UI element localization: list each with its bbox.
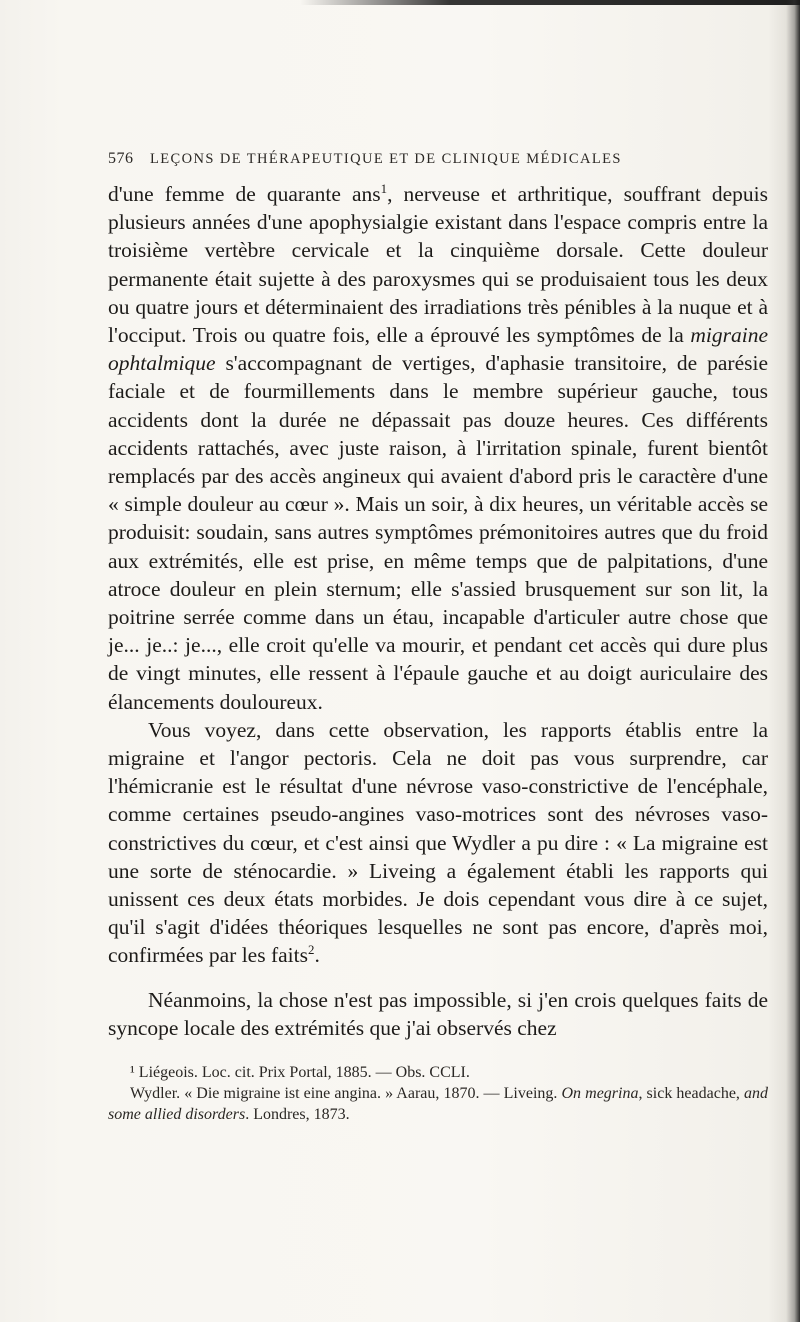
paragraph-2-part-a: Vous voyez, dans cette observation, les rapports établis entre la migraine et l'angor pectoris. Cela ne doit pas vous surprendre, car l'hémicranie est le résultat d'une névrose vaso-constrictive de l'encéphale, comme certaines pseudo-angines vaso-motrices sont des névroses vaso-constrictives du cœur, et c'est ainsi que Wydler a pu dire : « La migraine est une sorte de sténocardie. » Liveing a également établi les rapports qui unissent ces deux états morbides. Je dois cependant vous dire à ce sujet, qu'il s'agit d'idées théoriques lesquelles ne sont pas encore, d'après moi, confirmées par les faits [108, 717, 768, 968]
paragraph-3: Néanmoins, la chose n'est pas impossible, si j'en crois quelques faits de syncope locale des extrémités que j'ai observés chez [108, 987, 768, 1040]
running-head [108, 150, 768, 174]
footnotes [108, 1062, 768, 1125]
footnote-2-part-a: Wydler. « Die migraine ist eine angina. » Aarau, 1870. — Liveing. [130, 1085, 562, 1102]
paragraph-2 [108, 716, 768, 970]
footnote-ref-1: 1 [380, 181, 388, 196]
running-head-title: LEÇONS DE THÉRAPEUTIQUE ET DE CLINIQUE MÉDICALES [150, 151, 622, 167]
footnote-2-emphasis-2: and some allied disorders [108, 1085, 769, 1123]
body-text [108, 180, 768, 1042]
footnote-2-part-b: , sick headache, [638, 1085, 745, 1102]
footnote-2 [108, 1083, 768, 1125]
scan-top-shadow [300, 0, 800, 5]
paragraph-1 [108, 180, 768, 716]
paragraph-1-emphasis: migraine ophtalmique [108, 323, 768, 376]
footnote-2-emphasis-1: On megrina [561, 1085, 639, 1102]
footnote-1: ¹ Liégeois. Loc. cit. Prix Portal, 1885. — Obs. CCLI. [130, 1064, 470, 1081]
footnote-2-part-c: . Londres, 1873. [245, 1106, 350, 1123]
scan-right-edge-shadow [786, 0, 800, 1322]
paragraph-1-part-a: d'une femme de quarante ans [108, 182, 381, 206]
paragraph-2-part-b: . [314, 943, 320, 968]
footnote-ref-2: 2 [308, 943, 315, 958]
paragraph-1-part-c: s'accompagnant de vertiges, d'aphasie transitoire, de parésie faciale et de fourmillements dans le membre supérieur gauche, tous accidents dont la durée ne dépassait pas douze heures. Ces différents accidents rattachés, avec juste raison, à l'irritation spinale, furent bientôt remplacés par des accès angineux qui avaient d'abord pris le caractère d'une « simple douleur au cœur ». Mais un soir, à dix heures, un véritable accès se produisit: soudain, sans autres symptômes prémonitoires autres que du froid aux extrémités, elle est prise, en même temps que de palpitations, d'une atroce douleur en plein sternum; elle s'assied brusquement sur son lit, la poitrine serrée comme dans un étau, incapable d'articuler autre chose que je... je..: je..., elle croit qu'elle va mourir, et pendant cet accès qui dure plus de vingt minutes, elle ressent à l'épaule gauche et au doigt auriculaire des élancements douloureux. [108, 351, 768, 714]
page-number: 576 [108, 150, 134, 167]
paragraph-1-part-b: , nerveuse et arthritique, souffrant depuis plusieurs années d'une apophysialgie existant dans l'espace compris entre la troisième vertèbre cervicale et la cinquième dorsale. Cette douleur permanente était sujette à des paroxysmes qui se produisaient tous les deux ou quatre jours et déterminaient des irradiations très pénibles à la nuque et à l'occiput. Trois ou quatre fois, elle a éprouvé les symptômes de la [108, 182, 768, 348]
